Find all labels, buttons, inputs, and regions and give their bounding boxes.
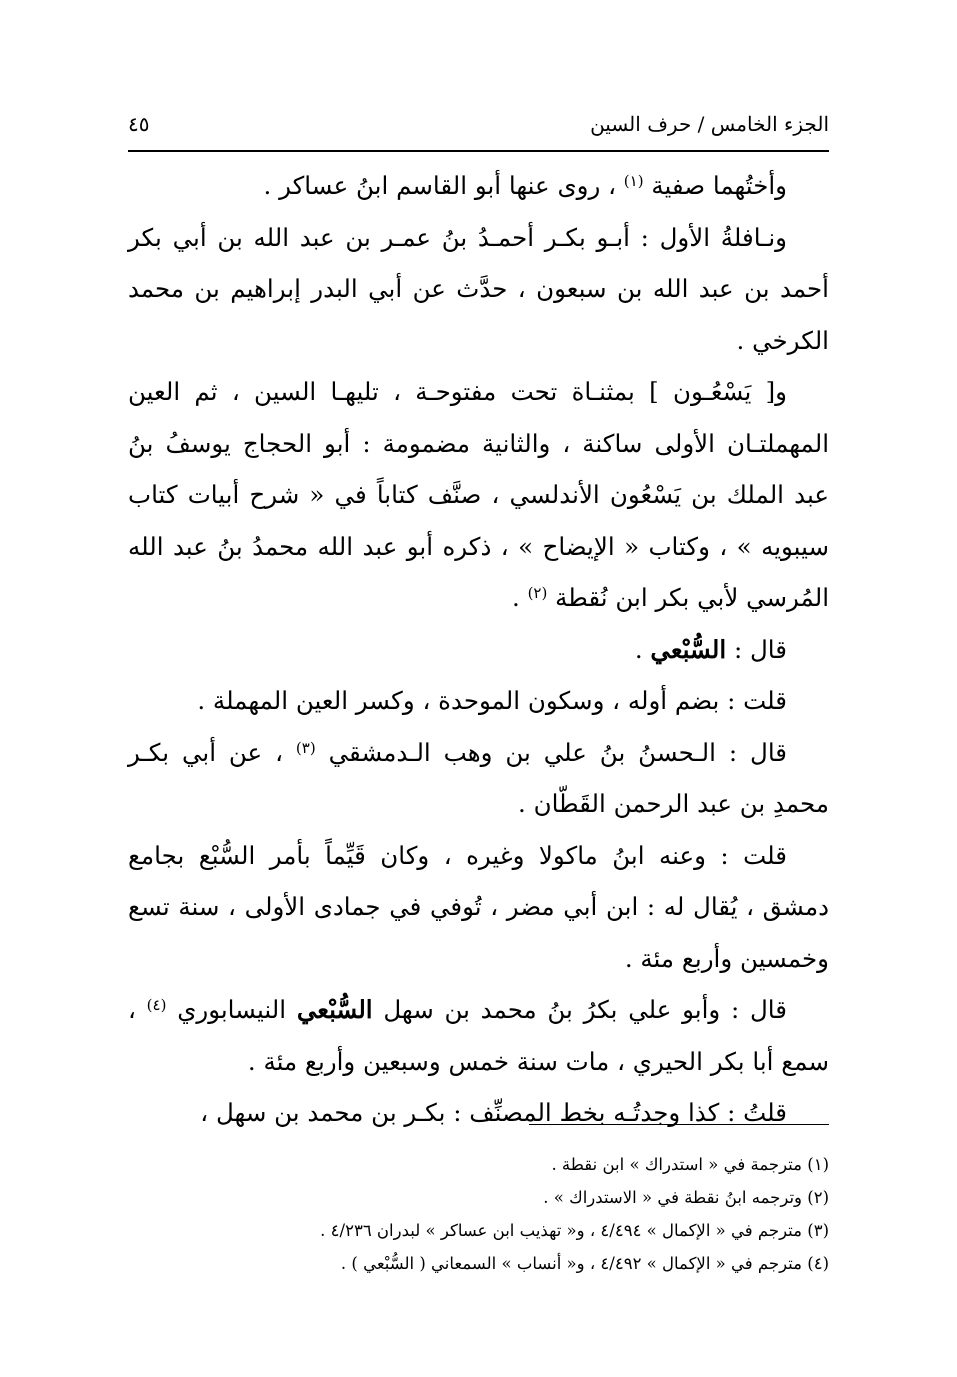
footnote-ref-2[interactable]: (٢) [527, 584, 548, 602]
footnote-3: (٣) مترجم في « الإكمال » ٤/٤٩٤ ، و« تهذيب ابن عساكر » لبدران ٤/٢٣٦ . [320, 1221, 829, 1240]
entry-name-bold: السُّبْعي [296, 995, 373, 1024]
page-number: ٤٥ [128, 112, 150, 136]
entry-heading: السُّبْعي [650, 634, 727, 664]
footnotes [128, 1148, 829, 1280]
main-text [128, 160, 829, 1139]
paragraph-4: قال : السُّبْعي . [634, 634, 787, 664]
paragraph-8: قال : وأبو علي بكرُ بنُ محمد بن سهل السُّبْعي النيسابوري $^{(٤)}$ ، سمع أبا بكر الحيري ، مات سنة خمس وسبعين وأربع مئة . [128, 995, 829, 1076]
footnote-divider [529, 1124, 829, 1125]
paragraph-3: و[ يَسْعُـون ] بمثنـاة تحت مفتوحـة ، تليهـا السين ، ثم العين المهملتـان الأولى ساكنة ، والثانية مضمومة : أبو الحجاج يوسفُ بنُ عبد الملك بن يَسْعُون الأندلسي ، صنَّف كتاباً في « شرح أبيات كتاب سيبويه » ، وكتاب « الإيضاح » ، ذكره أبو عبد الله محمدُ بنُ عبد الله المُرسي لأبي بكر ابن نُقطة $^{(٢)}$ . [128, 377, 829, 612]
footnote-4: (٤) مترجم في « الإكمال » ٤/٤٩٢ ، و« أنساب » السمعاني ( السُّبْعي ) . [340, 1254, 829, 1273]
header-divider [128, 150, 829, 152]
paragraph-6: قال : الـحسنُ بنُ علي بن وهب الـدمشقي $^{(٣)}$ ، عن أبي بكـر محمدِ بن عبد الرحمن القَطّان . [128, 737, 829, 818]
footnote-ref-1[interactable]: (١) [623, 172, 644, 190]
paragraph-5: قلت : بضم أوله ، وسكون الموحدة ، وكسر العين المهملة . [197, 686, 787, 715]
footnote-2: (٢) وترجمه ابنُ نقطة في « الاستدراك » . [543, 1188, 829, 1207]
paragraph-7: قلت : وعنه ابنُ ماكولا وغيره ، وكان قَيِّماً بأمر السُّبْع بجامع دمشق ، يُقال له : ابن أبي مضر ، تُوفي في جمادى الأولى ، سنة تسع وخمسين وأربع مئة . [128, 840, 829, 973]
page-header [128, 100, 829, 136]
footnote-1: (١) مترجمة في « استدراك » ابن نقطة . [551, 1155, 829, 1174]
running-title: الجزء الخامس / حرف السين [590, 112, 829, 136]
paragraph-9: قلتُ : كذا وجدتُـه بخط المصنِّف : بكـر بن محمد بن سهل ، [200, 1098, 787, 1127]
paragraph-2: ونـافلةُ الأول : أبـو بكـر أحمـدُ بنُ عمـر بن عبد الله بن أبي بكر أحمد بن عبد الله بن سبعون ، حدَّث عن أبي البدر إبراهيم بن محمد الكرخي . [128, 222, 829, 355]
footnote-ref-4[interactable]: (٤) [146, 996, 167, 1014]
footnote-ref-3[interactable]: (٣) [295, 738, 316, 757]
paragraph-1: وأختُهما صفية $^{(١)}$ ، روى عنها أبو القاسم ابنُ عساكر . [263, 171, 787, 200]
